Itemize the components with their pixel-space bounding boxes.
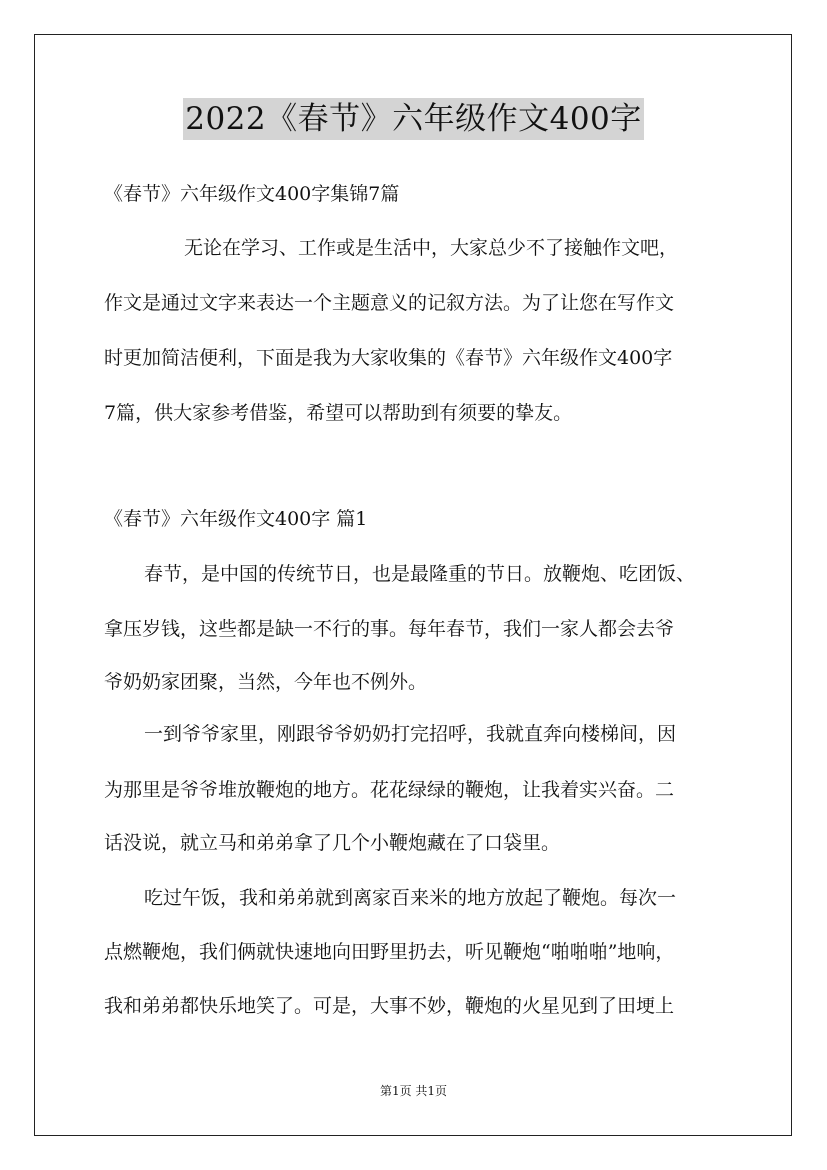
- body-line: 话没说，就立马和弟弟拿了几个小鞭炮藏在了口袋里。: [104, 832, 561, 854]
- intro-line: 7篇，供大家参考借鉴，希望可以帮助到有须要的挚友。: [104, 402, 573, 424]
- body-line: 点燃鞭炮，我们俩就快速地向田野里扔去，听见鞭炮“啪啪啪”地响，: [104, 941, 675, 963]
- body-line: 我和弟弟都快乐地笑了。可是，大事不妙，鞭炮的火星见到了田埂上: [104, 995, 675, 1017]
- intro-line: 时更加简洁便利，下面是我为大家收集的《春节》六年级作文400字: [104, 347, 673, 369]
- section-heading: 《春节》六年级作文400字 篇1: [104, 508, 368, 530]
- body-line: 爷奶奶家团聚，当然，今年也不例外。: [104, 671, 428, 693]
- document-title: 2022《春节》六年级作文400字: [183, 98, 644, 140]
- body-line: 吃过午饭，我和弟弟就到离家百来米的地方放起了鞭炮。每次一: [144, 887, 677, 909]
- title-container: [0, 98, 827, 140]
- intro-line: 无论在学习、工作或是生活中，大家总少不了接触作文吧，: [184, 237, 679, 259]
- body-line: 春节，是中国的传统节日，也是最隆重的节日。放鞭炮、吃团饭、: [144, 563, 696, 585]
- body-line: 一到爷爷家里，刚跟爷爷奶奶打完招呼，我就直奔向楼梯间，因: [144, 723, 677, 745]
- intro-line: 作文是通过文字来表达一个主题意义的记叙方法。为了让您在写作文: [104, 292, 675, 314]
- body-line: 为那里是爷爷堆放鞭炮的地方。花花绿绿的鞭炮，让我着实兴奋。二: [104, 779, 675, 801]
- page-footer: 第1页 共1页: [379, 1084, 448, 1098]
- document-subtitle: 《春节》六年级作文400字集锦7篇: [104, 183, 400, 205]
- body-line: 拿压岁钱，这些都是缺一不行的事。每年春节，我们一家人都会去爷: [104, 618, 675, 640]
